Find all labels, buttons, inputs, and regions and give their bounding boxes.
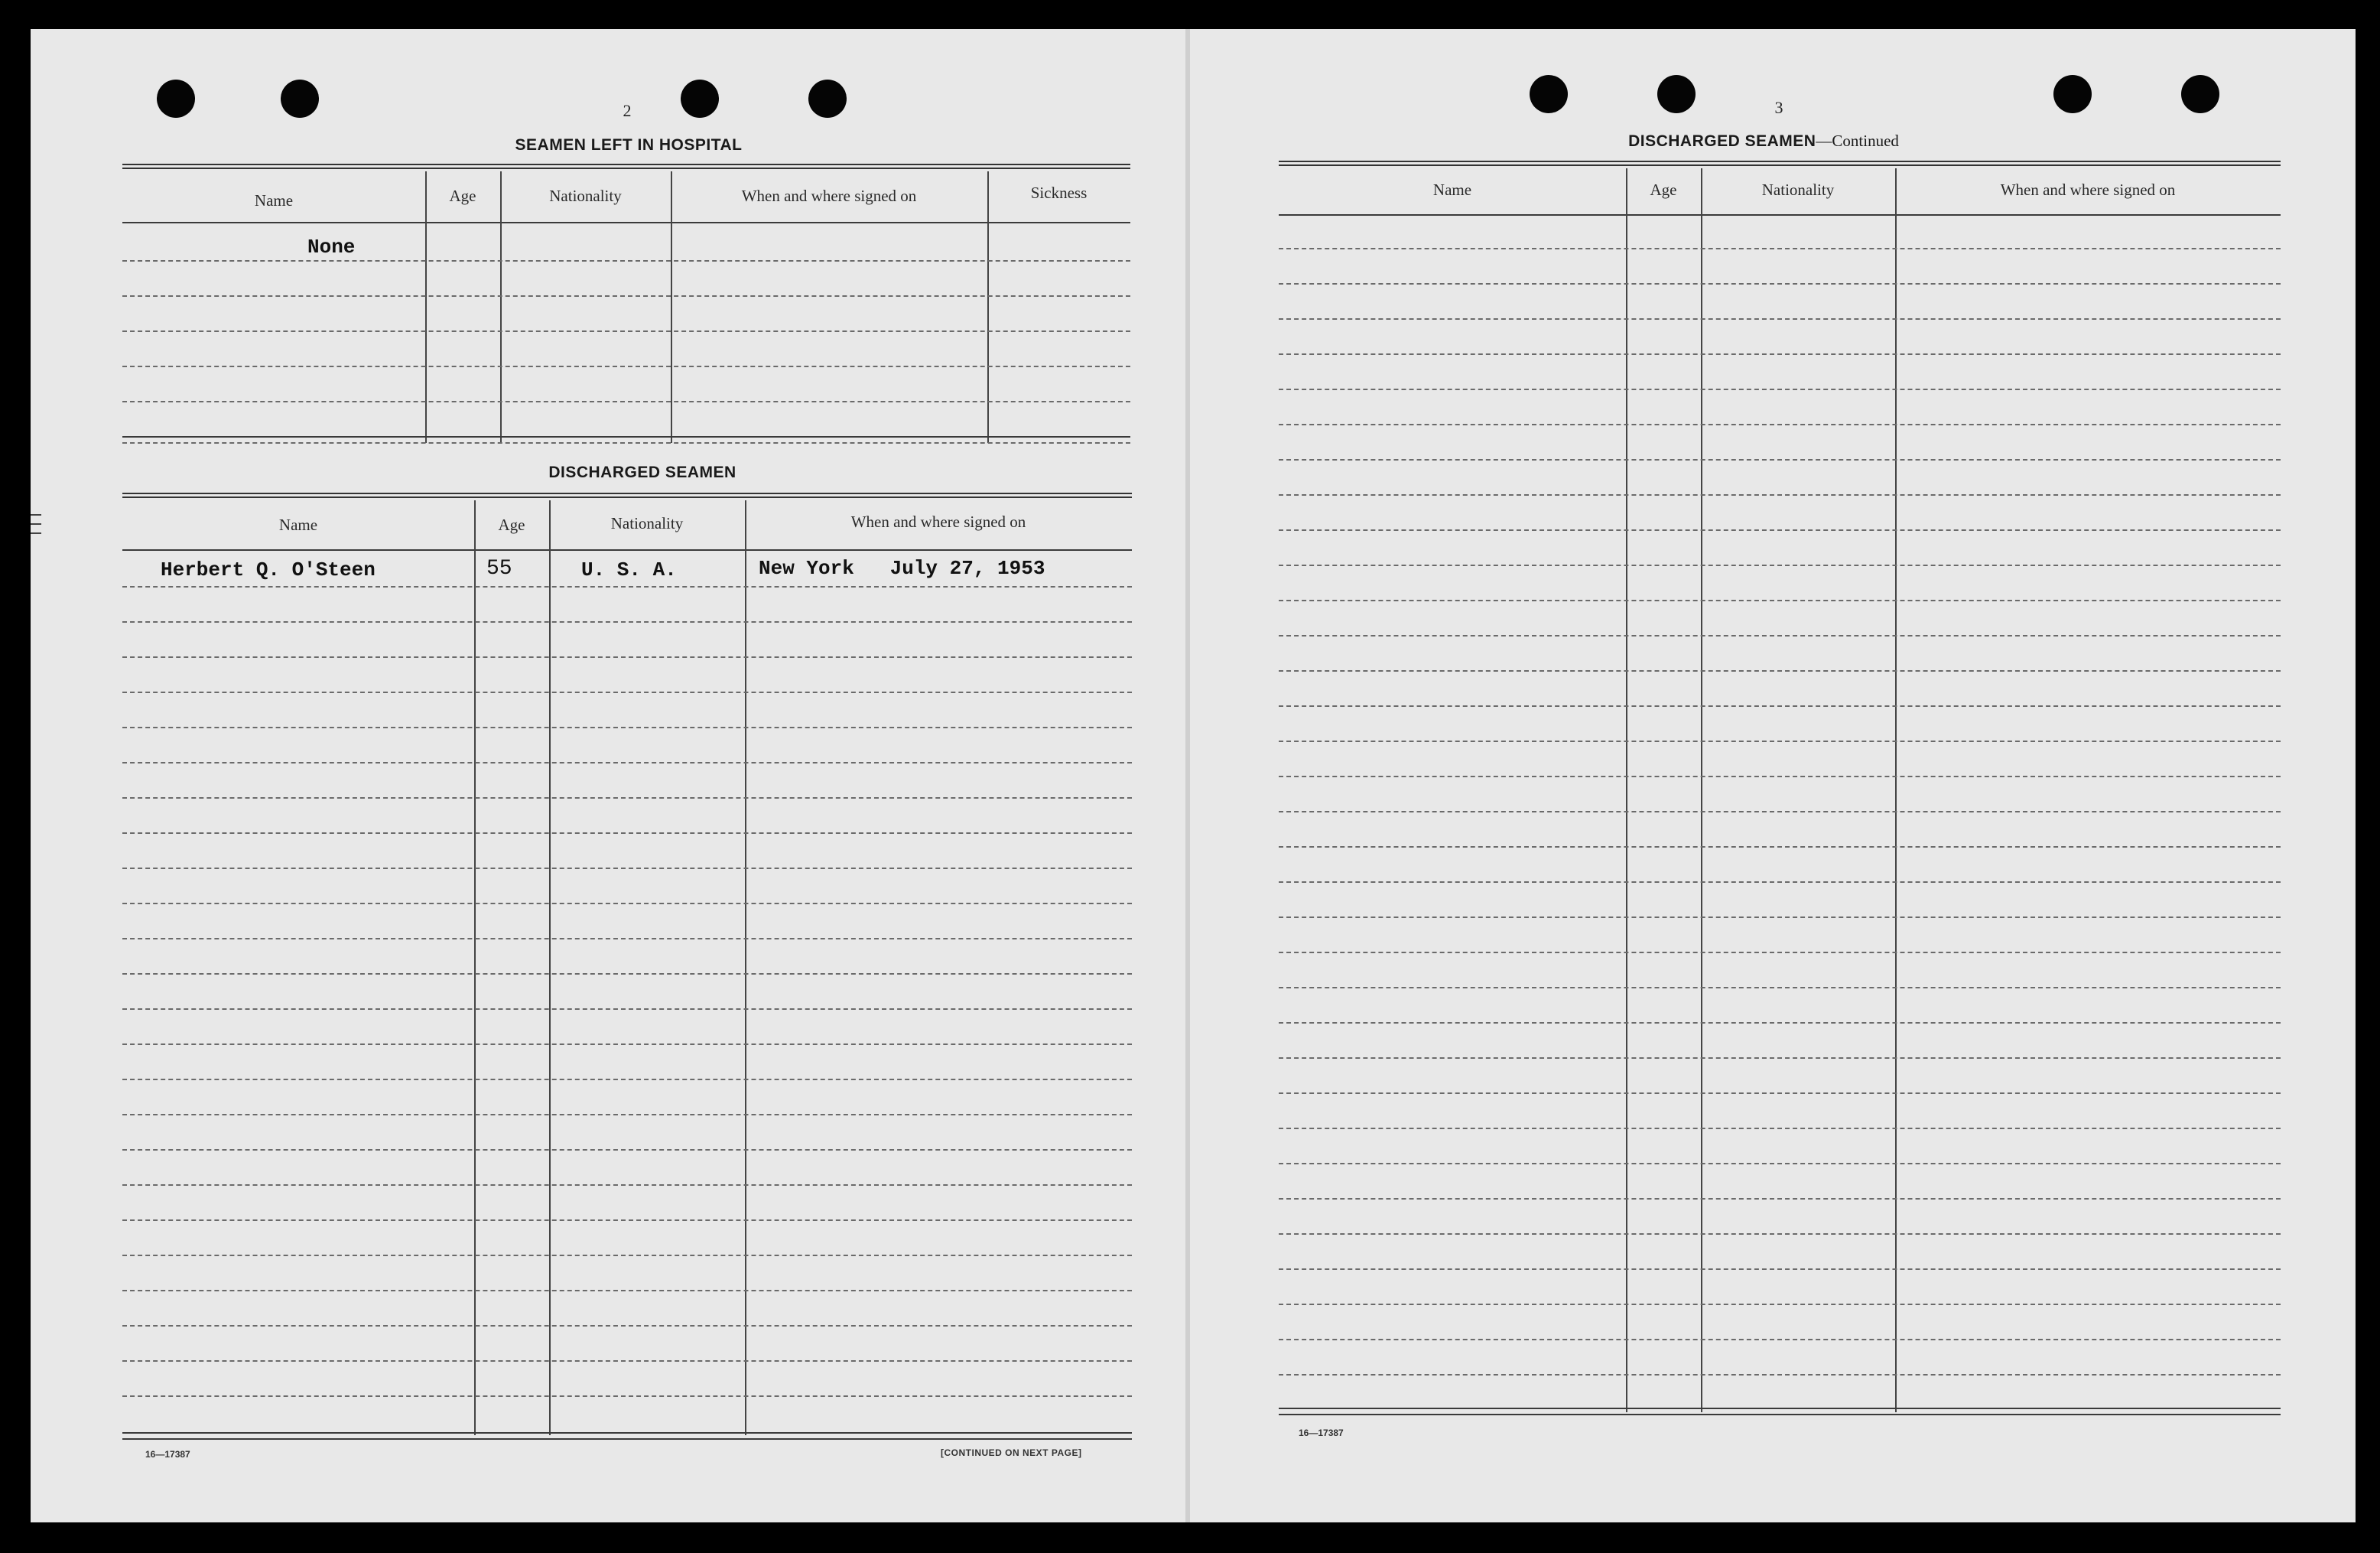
- hospital-header-sickness: Sickness: [1030, 184, 1088, 202]
- ruled-line: [122, 832, 1132, 834]
- discharged-continued-title-main: DISCHARGED SEAMEN: [1628, 132, 1816, 150]
- ruled-line: [1279, 1304, 2281, 1305]
- ruled-line: [122, 973, 1132, 975]
- ruled-line: [122, 1255, 1132, 1256]
- hospital-header-name: Name: [254, 191, 294, 210]
- discharged-continued-suffix: —Continued: [1816, 132, 1899, 150]
- ruled-line: [122, 1290, 1132, 1291]
- discharged-header-name: Name: [278, 516, 318, 534]
- ruled-line: [122, 1114, 1132, 1115]
- ruled-line: [1279, 1339, 2281, 1340]
- ruled-line: [122, 1325, 1132, 1327]
- ruled-line: [1279, 318, 2281, 320]
- ruled-line: [1279, 1163, 2281, 1164]
- ruled-line: [122, 656, 1132, 658]
- punch-hole: [2181, 75, 2219, 113]
- ruled-line: [1279, 1022, 2281, 1024]
- punch-hole: [157, 80, 195, 118]
- discharged-table-left: [122, 493, 1132, 1441]
- ruled-line: [1279, 987, 2281, 988]
- ruled-line: [122, 1043, 1132, 1045]
- ruled-line: [122, 1079, 1132, 1080]
- discharged-table-right: [1279, 161, 2281, 1415]
- discharged-row-age: 55: [486, 557, 512, 581]
- punch-hole: [681, 80, 719, 118]
- right-header-age: Age: [1650, 181, 1677, 199]
- ruled-line: [122, 903, 1132, 904]
- ruled-line: [1279, 635, 2281, 637]
- page-number-right: 3: [1774, 98, 1783, 117]
- ruled-line: [122, 762, 1132, 763]
- ruled-line: [1279, 600, 2281, 601]
- discharged-row-nationality: U. S. A.: [581, 558, 677, 581]
- form-number-left: 16—17387: [145, 1449, 190, 1460]
- ruled-line: [122, 1184, 1132, 1186]
- margin-ticks: [31, 514, 41, 542]
- ruled-line: [1279, 811, 2281, 812]
- discharged-header-age: Age: [498, 516, 525, 534]
- punch-hole: [2053, 75, 2092, 113]
- ruled-line: [1279, 1057, 2281, 1059]
- ruled-line: [1279, 846, 2281, 848]
- ruled-line: [122, 1360, 1132, 1362]
- ruled-line: [1279, 705, 2281, 707]
- discharged-row-signed-on: New York July 27, 1953: [759, 557, 1045, 580]
- ruled-line: [1279, 776, 2281, 777]
- ruled-line: [122, 621, 1132, 623]
- ruled-line: [1279, 494, 2281, 496]
- discharged-row-name: Herbert Q. O'Steen: [161, 558, 376, 581]
- ruled-line: [122, 938, 1132, 939]
- ruled-line: [1279, 424, 2281, 425]
- continued-note: [CONTINUED ON NEXT PAGE]: [941, 1447, 1082, 1458]
- punch-hole: [1530, 75, 1568, 113]
- ruled-line: [122, 586, 1132, 588]
- hospital-header-age: Age: [449, 187, 476, 205]
- ruled-line: [1279, 916, 2281, 918]
- ruled-line: [122, 692, 1132, 693]
- ruled-line: [1279, 1268, 2281, 1270]
- ruled-line: [1279, 1092, 2281, 1094]
- discharged-header-nationality: Nationality: [610, 514, 684, 532]
- right-header-name: Name: [1432, 181, 1472, 199]
- form-number-right: 16—17387: [1299, 1428, 1344, 1438]
- ruled-line: [1279, 353, 2281, 355]
- ruled-line: [1279, 741, 2281, 742]
- ruled-line: [1279, 529, 2281, 531]
- page-number-left: 2: [623, 101, 632, 120]
- ruled-line: [122, 1219, 1132, 1221]
- ruled-line: [122, 727, 1132, 728]
- ruled-line: [1279, 1233, 2281, 1235]
- ruled-line: [122, 868, 1132, 869]
- hospital-section-title: SEAMEN LEFT IN HOSPITAL: [515, 136, 743, 154]
- ruled-line: [1279, 670, 2281, 672]
- ruled-line: [1279, 459, 2281, 461]
- right-header-nationality: Nationality: [1761, 181, 1835, 199]
- punch-hole: [808, 80, 847, 118]
- page-gutter: [1185, 29, 1190, 1522]
- ruled-line: [122, 797, 1132, 799]
- ruled-line: [1279, 1128, 2281, 1129]
- discharged-section-title: DISCHARGED SEAMEN: [548, 464, 736, 481]
- discharged-header-signed-on: When and where signed on: [850, 513, 1026, 531]
- ruled-line: [122, 1008, 1132, 1010]
- ruled-line: [1279, 248, 2281, 249]
- ruled-line: [1279, 389, 2281, 390]
- ruled-line: [122, 1149, 1132, 1151]
- ruled-line: [122, 1395, 1132, 1397]
- ruled-line: [1279, 1374, 2281, 1376]
- punch-hole: [281, 80, 319, 118]
- discharged-continued-title: [1628, 132, 1899, 151]
- hospital-table: [122, 164, 1130, 447]
- ruled-line: [1279, 952, 2281, 953]
- hospital-header-signed-on: When and where signed on: [741, 187, 917, 205]
- ruled-line: [1279, 565, 2281, 566]
- ruled-line: [1279, 881, 2281, 883]
- punch-hole: [1657, 75, 1696, 113]
- ruled-line: [1279, 1198, 2281, 1200]
- right-header-signed-on: When and where signed on: [2000, 181, 2176, 199]
- hospital-row-name: None: [307, 236, 356, 259]
- hospital-header-nationality: Nationality: [549, 187, 622, 205]
- ruled-line: [1279, 283, 2281, 285]
